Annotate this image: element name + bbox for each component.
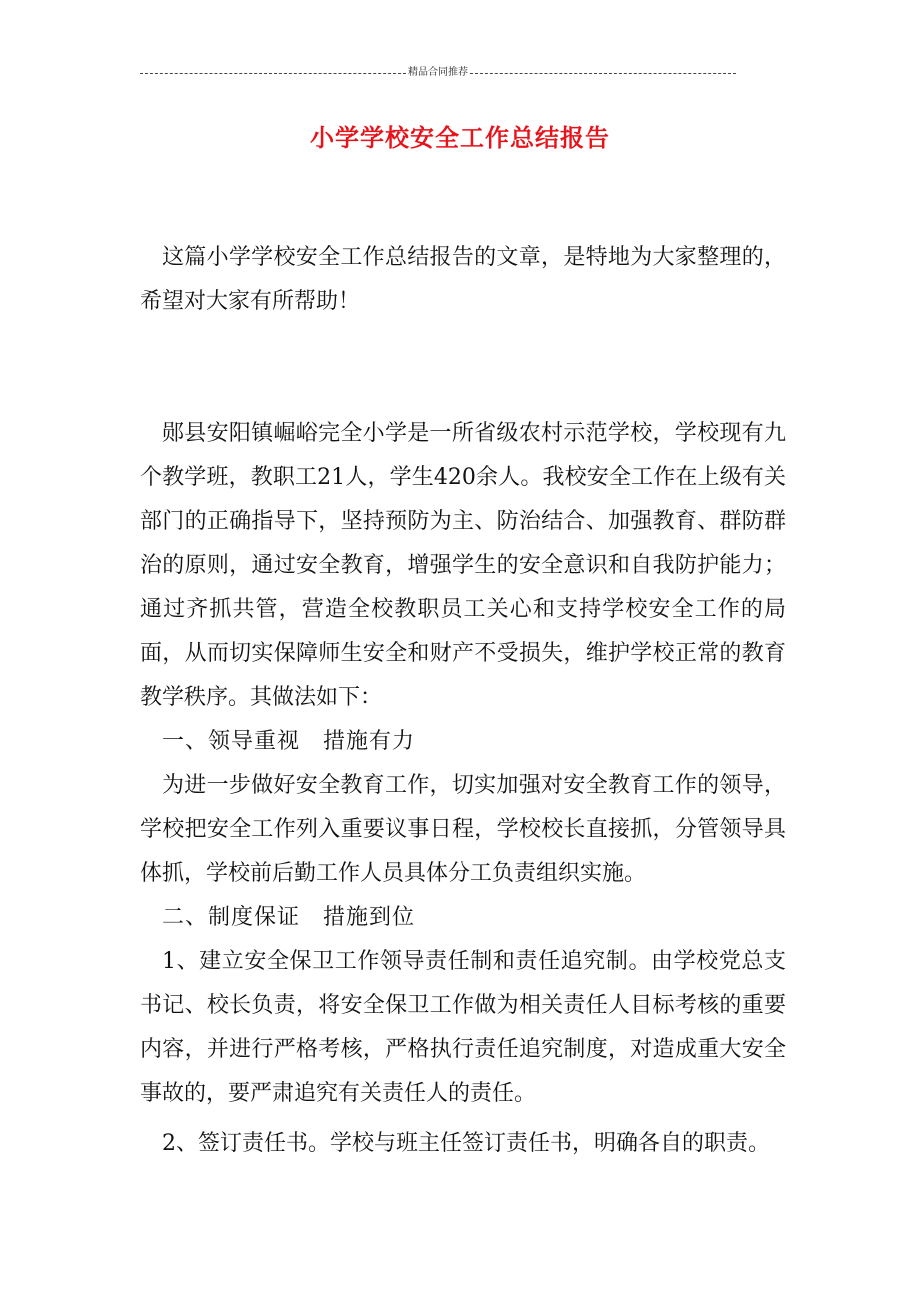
list-item-2: 2、签订责任书。学校与班主任签订责任书，明确各自的职责。 <box>162 1131 770 1156</box>
list-item-1: 1、建立安全保卫工作领导责任制和责任追究制。由学校党总支书记、校长负责，将安全保卫工作做为相关责任人目标考核的重要内容，并进行严格考核，严格执行责任追究制度，对造成重大安全事故的，要严肃追究有关责任人的责任。 <box>140 949 786 1106</box>
intro-paragraph: 这篇小学学校安全工作总结报告的文章，是特地为大家整理的，希望对大家有所帮助！ <box>140 245 786 314</box>
header-dash-left <box>140 73 406 74</box>
document-title: 小学学校安全工作总结报告 <box>310 124 610 152</box>
document-body <box>140 236 786 1166</box>
section-heading-2: 二、制度保证 措施到位 <box>162 905 416 930</box>
header-dash-right <box>470 73 736 74</box>
page-header <box>140 66 736 80</box>
body-paragraph-2: 为进一步做好安全教育工作，切实加强对安全教育工作的领导，学校把安全工作列入重要议事日程，学校校长直接抓，分管领导具体抓，学校前后勤工作人员具体分工负责组织实施。 <box>140 773 786 886</box>
body-paragraph-1: 郧县安阳镇崛峪完全小学是一所省级农村示范学校，学校现有九个教学班，教职工21人，学生420余人。我校安全工作在上级有关部门的正确指导下，坚持预防为主、防治结合、加强教育、群防群治的原则，通过安全教育，增强学生的安全意识和自我防护能力；通过齐抓共管，营造全校教职员工关心和支持学校安全工作的局面，从而切实保障师生安全和财产不受损失，维护学校正常的教育教学秩序。其做法如下： <box>140 421 786 710</box>
header-label: 精品合同推荐 <box>408 67 468 78</box>
section-heading-1: 一、领导重视 措施有力 <box>162 729 416 754</box>
